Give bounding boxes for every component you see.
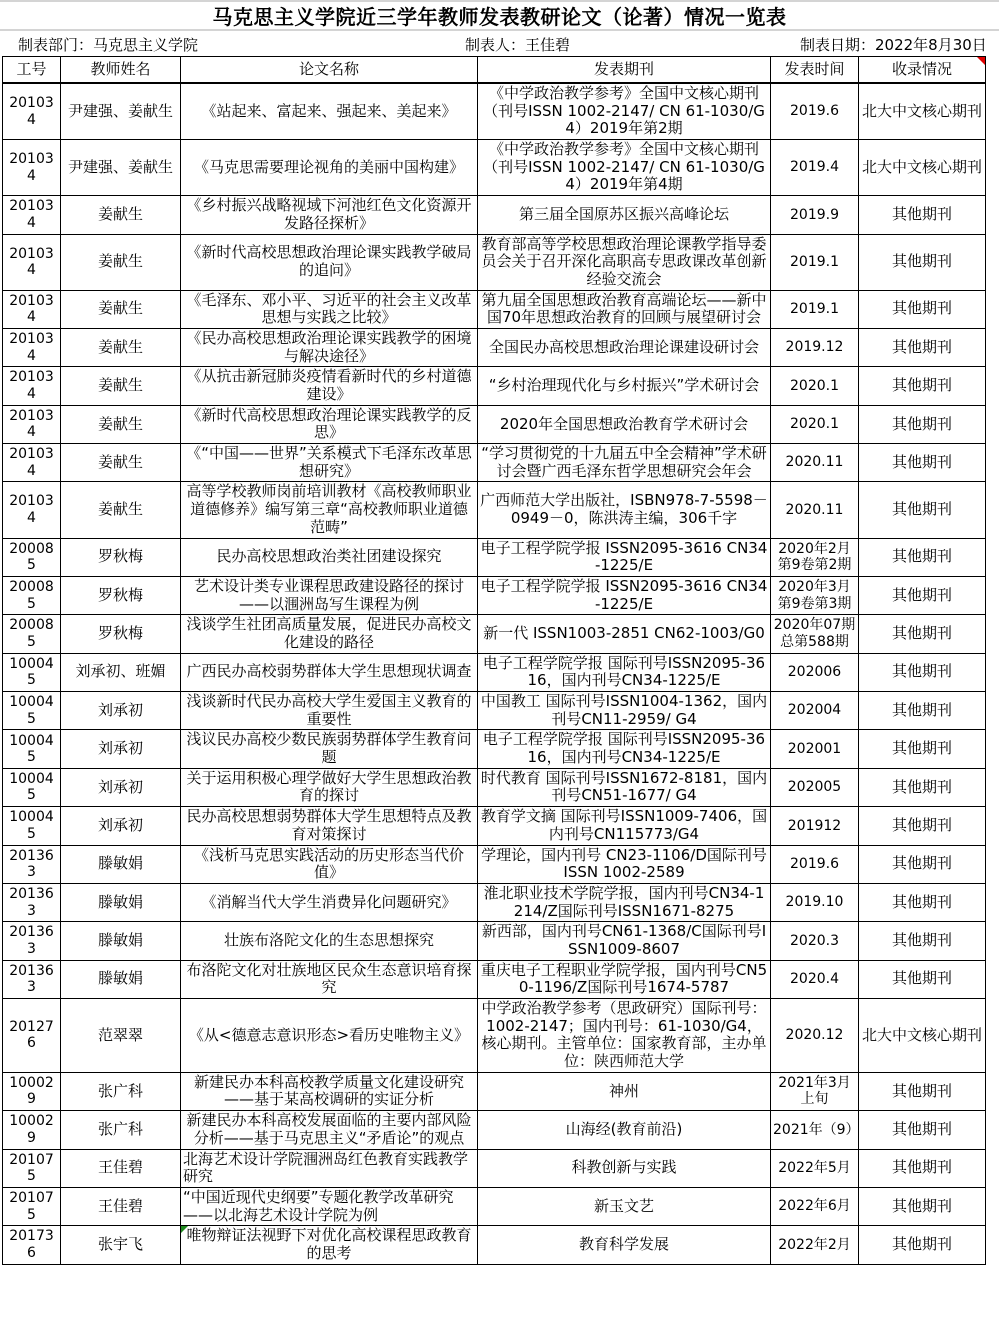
cell-paper-title[interactable]: 《浅析马克思实践活动的历史形态当代价值》 [181, 845, 478, 883]
cell-teacher-name[interactable]: 姜献生 [61, 444, 181, 482]
cell-index-status[interactable]: 其他期刊 [859, 768, 986, 806]
page-title: 马克思主义学院近三学年教师发表教研论文（论著）情况一览表 [212, 5, 787, 29]
cell-paper-title[interactable]: 唯物辩证法视野下对优化高校课程思政教育的思考 [181, 1226, 478, 1264]
cell-employee-id[interactable]: 201363 [3, 883, 61, 921]
cell-publish-date[interactable]: 2022年2月 [771, 1226, 859, 1264]
cell-journal[interactable]: 教育科学发展 [478, 1226, 771, 1264]
cell-publish-date[interactable]: 2022年6月 [771, 1187, 859, 1225]
cell-employee-id[interactable]: 201034 [3, 405, 61, 443]
cell-journal[interactable]: “乡村治理现代化与乡村振兴”学术研讨会 [478, 367, 771, 405]
cell-paper-title[interactable]: 浅议民办高校少数民族弱势群体学生教育问题 [181, 730, 478, 768]
cell-teacher-name[interactable]: 姜献生 [61, 405, 181, 443]
cell-journal[interactable]: 中国教工 国际刊号ISSN1004-1362，国内刊号CN11-2959/ G4 [478, 692, 771, 730]
cell-employee-id[interactable]: 201034 [3, 196, 61, 234]
cell-journal[interactable]: 时代教育 国际刊号ISSN1672-8181，国内刊号CN51-1677/ G4 [478, 768, 771, 806]
cell-index-status[interactable]: 其他期刊 [859, 1111, 986, 1149]
cell-teacher-name[interactable]: 姜献生 [61, 328, 181, 366]
table-row [3, 1072, 986, 1110]
cell-paper-title[interactable]: 《从<德意志意识形态>看历史唯物主义》 [181, 999, 478, 1073]
cell-employee-id[interactable]: 201736 [3, 1226, 61, 1264]
table-body [3, 83, 986, 1264]
table-row [3, 845, 986, 883]
cell-teacher-name[interactable]: 姜献生 [61, 482, 181, 538]
cell-journal[interactable]: 中学政治教学参考（思政研究）国际刊号：1002-2147；国内刊号：61-1030/G4，核心期刊。主管单位：国家教育部，主办单位：陕西师范大学 [478, 999, 771, 1073]
cell-index-status[interactable]: 其他期刊 [859, 196, 986, 234]
cell-journal[interactable]: 科教创新与实践 [478, 1149, 771, 1187]
cell-index-status[interactable]: 其他期刊 [859, 367, 986, 405]
table-row [3, 1149, 986, 1187]
table-row [3, 768, 986, 806]
cell-paper-title[interactable]: 《乡村振兴战略视域下河池红色文化资源开发路径探析》 [181, 196, 478, 234]
cell-journal[interactable]: 淮北职业技术学院学报，国内刊号CN34-1214/Z国际刊号ISSN1671-8275 [478, 883, 771, 921]
cell-teacher-name[interactable]: 张广科 [61, 1072, 181, 1110]
cell-journal[interactable]: 电子工程学院学报 国际刊号ISSN2095-3616，国内刊号CN34-1225/E [478, 730, 771, 768]
cell-publish-date[interactable]: 201912 [771, 807, 859, 845]
cell-publish-date[interactable]: 2020.3 [771, 922, 859, 960]
cell-paper-title[interactable]: 《站起来、富起来、强起来、美起来》 [181, 83, 478, 140]
cell-index-status[interactable]: 其他期刊 [859, 653, 986, 691]
cell-publish-date[interactable]: 2020.1 [771, 405, 859, 443]
cell-employee-id[interactable]: 100045 [3, 692, 61, 730]
meta-date: 制表日期：2022年8月30日 [800, 36, 987, 54]
column-header-paper-title[interactable]: 论文名称 [181, 57, 478, 84]
cell-paper-title[interactable]: 《从抗击新冠肺炎疫情看新时代的乡村道德建设》 [181, 367, 478, 405]
cell-index-status[interactable]: 其他期刊 [859, 444, 986, 482]
cell-employee-id[interactable]: 100045 [3, 730, 61, 768]
cell-employee-id[interactable]: 200085 [3, 615, 61, 653]
cell-publish-date[interactable]: 2020.4 [771, 960, 859, 998]
cell-index-status[interactable]: 其他期刊 [859, 807, 986, 845]
column-header-teacher-name[interactable]: 教师姓名 [61, 57, 181, 84]
cell-publish-date[interactable]: 2019.1 [771, 290, 859, 328]
cell-paper-title[interactable]: 浅谈学生社团高质量发展，促进民办高校文化建设的路径 [181, 615, 478, 653]
cell-teacher-name[interactable]: 张宇飞 [61, 1226, 181, 1264]
cell-index-status[interactable]: 其他期刊 [859, 482, 986, 538]
comment-indicator-icon[interactable] [977, 57, 985, 65]
table-row [3, 1226, 986, 1264]
cell-employee-id[interactable]: 201075 [3, 1187, 61, 1225]
cell-publish-date[interactable]: 2019.12 [771, 328, 859, 366]
meta-author: 制表人：王佳碧 [465, 36, 571, 54]
cell-index-status[interactable]: 其他期刊 [859, 730, 986, 768]
table-row [3, 692, 986, 730]
column-header-index-status[interactable]: 收录情况 [859, 57, 986, 84]
cell-paper-title[interactable]: 关于运用积极心理学做好大学生思想政治教育的探讨 [181, 768, 478, 806]
cell-employee-id[interactable]: 201034 [3, 234, 61, 290]
cell-paper-title[interactable]: 《马克思需要理论视角的美丽中国构建》 [181, 140, 478, 196]
cell-paper-title[interactable]: 《新时代高校思想政治理论课实践教学的反思》 [181, 405, 478, 443]
cell-teacher-name[interactable]: 刘承初、班媚 [61, 653, 181, 691]
cell-paper-title[interactable]: 新建民办本科高校教学质量文化建设研究——基于某高校调研的实证分析 [181, 1072, 478, 1110]
table-row [3, 615, 986, 653]
cell-journal[interactable]: 《中学政治教学参考》全国中文核心期刊（刊号ISSN 1002-2147/ CN 61-1030/G4）2019年第2期 [478, 83, 771, 140]
column-header-employee-id[interactable]: 工号 [3, 57, 61, 84]
cell-journal[interactable]: 广西师范大学出版社，ISBN978-7-5598－0949－0，陈洪涛主编，306千字 [478, 482, 771, 538]
cell-teacher-name[interactable]: 姜献生 [61, 234, 181, 290]
table-row [3, 196, 986, 234]
table-row [3, 538, 986, 576]
cell-publish-date[interactable]: 2020年3月第9卷第3期 [771, 576, 859, 614]
cell-teacher-name[interactable]: 张广科 [61, 1111, 181, 1149]
cell-teacher-name[interactable]: 滕敏娟 [61, 922, 181, 960]
cell-journal[interactable]: 电子工程学院学报 ISSN2095-3616 CN34-1225/E [478, 538, 771, 576]
cell-employee-id[interactable]: 201034 [3, 367, 61, 405]
cell-employee-id[interactable]: 201363 [3, 845, 61, 883]
cell-index-status[interactable]: 其他期刊 [859, 328, 986, 366]
cell-employee-id[interactable]: 201034 [3, 290, 61, 328]
table-row [3, 730, 986, 768]
cell-journal[interactable]: 电子工程学院学报 ISSN2095-3616 CN34-1225/E [478, 576, 771, 614]
cell-index-status[interactable]: 其他期刊 [859, 290, 986, 328]
cell-publish-date[interactable]: 2019.4 [771, 140, 859, 196]
table-row [3, 807, 986, 845]
cell-paper-title[interactable]: 《消解当代大学生消费异化问题研究》 [181, 883, 478, 921]
cell-journal[interactable]: 新玉文艺 [478, 1187, 771, 1225]
cell-journal[interactable]: 教育部高等学校思想政治理论课教学指导委员会关于召开深化高职高专思政课改革创新经验交流会 [478, 234, 771, 290]
meta-row [0, 31, 999, 56]
cell-teacher-name[interactable]: 姜献生 [61, 367, 181, 405]
cell-employee-id[interactable]: 201034 [3, 140, 61, 196]
cell-journal[interactable]: 学理论，国内刊号 CN23-1106/D国际刊号 ISSN 1002-2589 [478, 845, 771, 883]
cell-publish-date[interactable]: 2022年5月 [771, 1149, 859, 1187]
cell-teacher-name[interactable]: 刘承初 [61, 730, 181, 768]
cell-publish-date[interactable]: 202005 [771, 768, 859, 806]
table-row [3, 234, 986, 290]
title-band [0, 0, 999, 31]
cell-publish-date[interactable]: 2021年3月上旬 [771, 1072, 859, 1110]
table-row [3, 653, 986, 691]
cell-publish-date[interactable]: 202006 [771, 653, 859, 691]
cell-publish-date[interactable]: 2020.11 [771, 444, 859, 482]
cell-journal[interactable]: 山海经(教育前沿) [478, 1111, 771, 1149]
cell-publish-date[interactable]: 2020.1 [771, 367, 859, 405]
cell-journal[interactable]: 神州 [478, 1072, 771, 1110]
cell-employee-id[interactable]: 201075 [3, 1149, 61, 1187]
cell-index-status[interactable]: 北大中文核心期刊 [859, 83, 986, 140]
header-row [3, 57, 986, 84]
cell-index-status[interactable]: 其他期刊 [859, 1187, 986, 1225]
cell-journal[interactable]: 第九届全国思想政治教育高端论坛——新中国70年思想政治教育的回顾与展望研讨会 [478, 290, 771, 328]
cell-paper-title[interactable]: 北海艺术设计学院涠洲岛红色教育实践教学研究 [181, 1149, 478, 1187]
cell-teacher-name[interactable]: 罗秋梅 [61, 576, 181, 614]
cell-teacher-name[interactable]: 范翠翠 [61, 999, 181, 1073]
cell-teacher-name[interactable]: 滕敏娟 [61, 845, 181, 883]
table-row [3, 328, 986, 366]
table-row [3, 367, 986, 405]
papers-table [2, 56, 986, 1265]
cell-journal[interactable]: 新西部，国内刊号CN61-1368/C国际刊号ISSN1009-8607 [478, 922, 771, 960]
cell-employee-id[interactable]: 200085 [3, 576, 61, 614]
cell-index-status[interactable]: 其他期刊 [859, 234, 986, 290]
cell-journal[interactable]: 全国民办高校思想政治理论课建设研讨会 [478, 328, 771, 366]
cell-employee-id[interactable]: 201276 [3, 999, 61, 1073]
cell-index-status[interactable]: 其他期刊 [859, 692, 986, 730]
cell-index-status[interactable]: 其他期刊 [859, 405, 986, 443]
table-row [3, 576, 986, 614]
meta-department: 制表部门：马克思主义学院 [18, 36, 199, 54]
cell-index-status[interactable]: 其他期刊 [859, 1072, 986, 1110]
cell-teacher-name[interactable]: 滕敏娟 [61, 960, 181, 998]
cell-index-status[interactable]: 其他期刊 [859, 845, 986, 883]
column-header-journal[interactable]: 发表期刊 [478, 57, 771, 84]
cell-index-status[interactable]: 北大中文核心期刊 [859, 140, 986, 196]
cell-paper-title[interactable]: 浅谈新时代民办高校大学生爱国主义教育的重要性 [181, 692, 478, 730]
cell-journal[interactable]: 电子工程学院学报 国际刊号ISSN2095-3616，国内刊号CN34-1225/E [478, 653, 771, 691]
cell-teacher-name[interactable]: 刘承初 [61, 807, 181, 845]
cell-employee-id[interactable]: 201034 [3, 444, 61, 482]
cell-paper-title[interactable]: 《新时代高校思想政治理论课实践教学破局的追问》 [181, 234, 478, 290]
cell-index-status[interactable]: 其他期刊 [859, 1149, 986, 1187]
cell-employee-id[interactable]: 100045 [3, 807, 61, 845]
cell-publish-date[interactable]: 2020年2月第9卷第2期 [771, 538, 859, 576]
table-row [3, 1187, 986, 1225]
cell-teacher-name[interactable]: 姜献生 [61, 290, 181, 328]
cell-teacher-name[interactable]: 王佳碧 [61, 1149, 181, 1187]
cell-publish-date[interactable]: 2021年（9） [771, 1111, 859, 1149]
cell-employee-id[interactable]: 201034 [3, 482, 61, 538]
cell-publish-date[interactable]: 2019.10 [771, 883, 859, 921]
table-row [3, 960, 986, 998]
cell-journal[interactable]: 2020年全国思想政治教育学术研讨会 [478, 405, 771, 443]
table-row [3, 140, 986, 196]
cell-teacher-name[interactable]: 罗秋梅 [61, 615, 181, 653]
table-row [3, 999, 986, 1073]
cell-teacher-name[interactable]: 刘承初 [61, 692, 181, 730]
cell-teacher-name[interactable]: 姜献生 [61, 196, 181, 234]
table-row [3, 290, 986, 328]
cell-publish-date[interactable]: 2020.11 [771, 482, 859, 538]
cell-index-status[interactable]: 其他期刊 [859, 576, 986, 614]
cell-publish-date[interactable]: 2020.12 [771, 999, 859, 1073]
cell-employee-id[interactable]: 201363 [3, 960, 61, 998]
cell-paper-title[interactable]: 《民办高校思想政治理论课实践教学的困境与解决途径》 [181, 328, 478, 366]
table-row [3, 922, 986, 960]
table-row [3, 1111, 986, 1149]
cell-teacher-name[interactable]: 刘承初 [61, 768, 181, 806]
cell-paper-title[interactable]: 布洛陀文化对壮族地区民众生态意识培育探究 [181, 960, 478, 998]
cell-teacher-name[interactable]: 罗秋梅 [61, 538, 181, 576]
cell-employee-id[interactable]: 100045 [3, 653, 61, 691]
cell-paper-title[interactable]: 高等学校教师岗前培训教材《高校教师职业道德修养》编写第三章“高校教师职业道德范畴” [181, 482, 478, 538]
cell-employee-id[interactable]: 201034 [3, 328, 61, 366]
cell-journal[interactable]: 《中学政治教学参考》全国中文核心期刊（刊号ISSN 1002-2147/ CN 61-1030/G4）2019年第4期 [478, 140, 771, 196]
cell-journal[interactable]: 新一代 ISSN1003-2851 CN62-1003/G0 [478, 615, 771, 653]
table-row [3, 405, 986, 443]
cell-index-status[interactable]: 其他期刊 [859, 960, 986, 998]
cell-index-status[interactable]: 其他期刊 [859, 615, 986, 653]
cell-paper-title[interactable]: 广西民办高校弱势群体大学生思想现状调查 [181, 653, 478, 691]
cell-paper-title[interactable]: 民办高校思想弱势群体大学生思想特点及教育对策探讨 [181, 807, 478, 845]
error-indicator-icon[interactable] [181, 1226, 188, 1233]
cell-publish-date[interactable]: 2019.6 [771, 83, 859, 140]
cell-publish-date[interactable]: 2019.9 [771, 196, 859, 234]
cell-teacher-name[interactable]: 滕敏娟 [61, 883, 181, 921]
cell-publish-date[interactable]: 202001 [771, 730, 859, 768]
cell-employee-id[interactable]: 201034 [3, 83, 61, 140]
cell-index-status[interactable]: 北大中文核心期刊 [859, 999, 986, 1073]
cell-publish-date[interactable]: 202004 [771, 692, 859, 730]
cell-paper-title[interactable]: 壮族布洛陀文化的生态思想探究 [181, 922, 478, 960]
cell-employee-id[interactable]: 200085 [3, 538, 61, 576]
cell-employee-id[interactable]: 201363 [3, 922, 61, 960]
cell-publish-date[interactable]: 2020年07期总第588期 [771, 615, 859, 653]
table-row [3, 83, 986, 140]
cell-journal[interactable]: 第三届全国原苏区振兴高峰论坛 [478, 196, 771, 234]
cell-teacher-name[interactable]: 尹建强、姜献生 [61, 83, 181, 140]
cell-index-status[interactable]: 其他期刊 [859, 1226, 986, 1264]
cell-publish-date[interactable]: 2019.6 [771, 845, 859, 883]
cell-index-status[interactable]: 其他期刊 [859, 922, 986, 960]
cell-paper-title[interactable]: “中国近现代史纲要”专题化教学改革研究——以北海艺术设计学院为例 [181, 1187, 478, 1225]
cell-paper-title[interactable]: 新建民办本科高校发展面临的主要内部风险分析——基于马克思主义“矛盾论”的观点 [181, 1111, 478, 1149]
cell-teacher-name[interactable]: 尹建强、姜献生 [61, 140, 181, 196]
cell-journal[interactable]: “学习贯彻党的十九届五中全会精神”学术研讨会暨广西毛泽东哲学思想研究会年会 [478, 444, 771, 482]
column-header-publish-date[interactable]: 发表时间 [771, 57, 859, 84]
cell-paper-title[interactable]: 《“中国——世界”关系模式下毛泽东改革思想研究》 [181, 444, 478, 482]
cell-employee-id[interactable]: 100029 [3, 1111, 61, 1149]
cell-teacher-name[interactable]: 王佳碧 [61, 1187, 181, 1225]
cell-paper-title[interactable]: 艺术设计类专业课程思政建设路径的探讨——以涠洲岛写生课程为例 [181, 576, 478, 614]
cell-employee-id[interactable]: 100045 [3, 768, 61, 806]
cell-paper-title[interactable]: 《毛泽东、邓小平、习近平的社会主义改革思想与实践之比较》 [181, 290, 478, 328]
cell-paper-title[interactable]: 民办高校思想政治类社团建设探究 [181, 538, 478, 576]
cell-index-status[interactable]: 其他期刊 [859, 883, 986, 921]
cell-index-status[interactable]: 其他期刊 [859, 538, 986, 576]
table-row [3, 482, 986, 538]
cell-publish-date[interactable]: 2019.1 [771, 234, 859, 290]
cell-employee-id[interactable]: 100029 [3, 1072, 61, 1110]
cell-journal[interactable]: 教育学文摘 国际刊号ISSN1009-7406，国内刊号CN115773/G4 [478, 807, 771, 845]
table-row [3, 444, 986, 482]
table-row [3, 883, 986, 921]
cell-journal[interactable]: 重庆电子工程职业学院学报，国内刊号CN50-1196/Z国际刊号1674-5787 [478, 960, 771, 998]
